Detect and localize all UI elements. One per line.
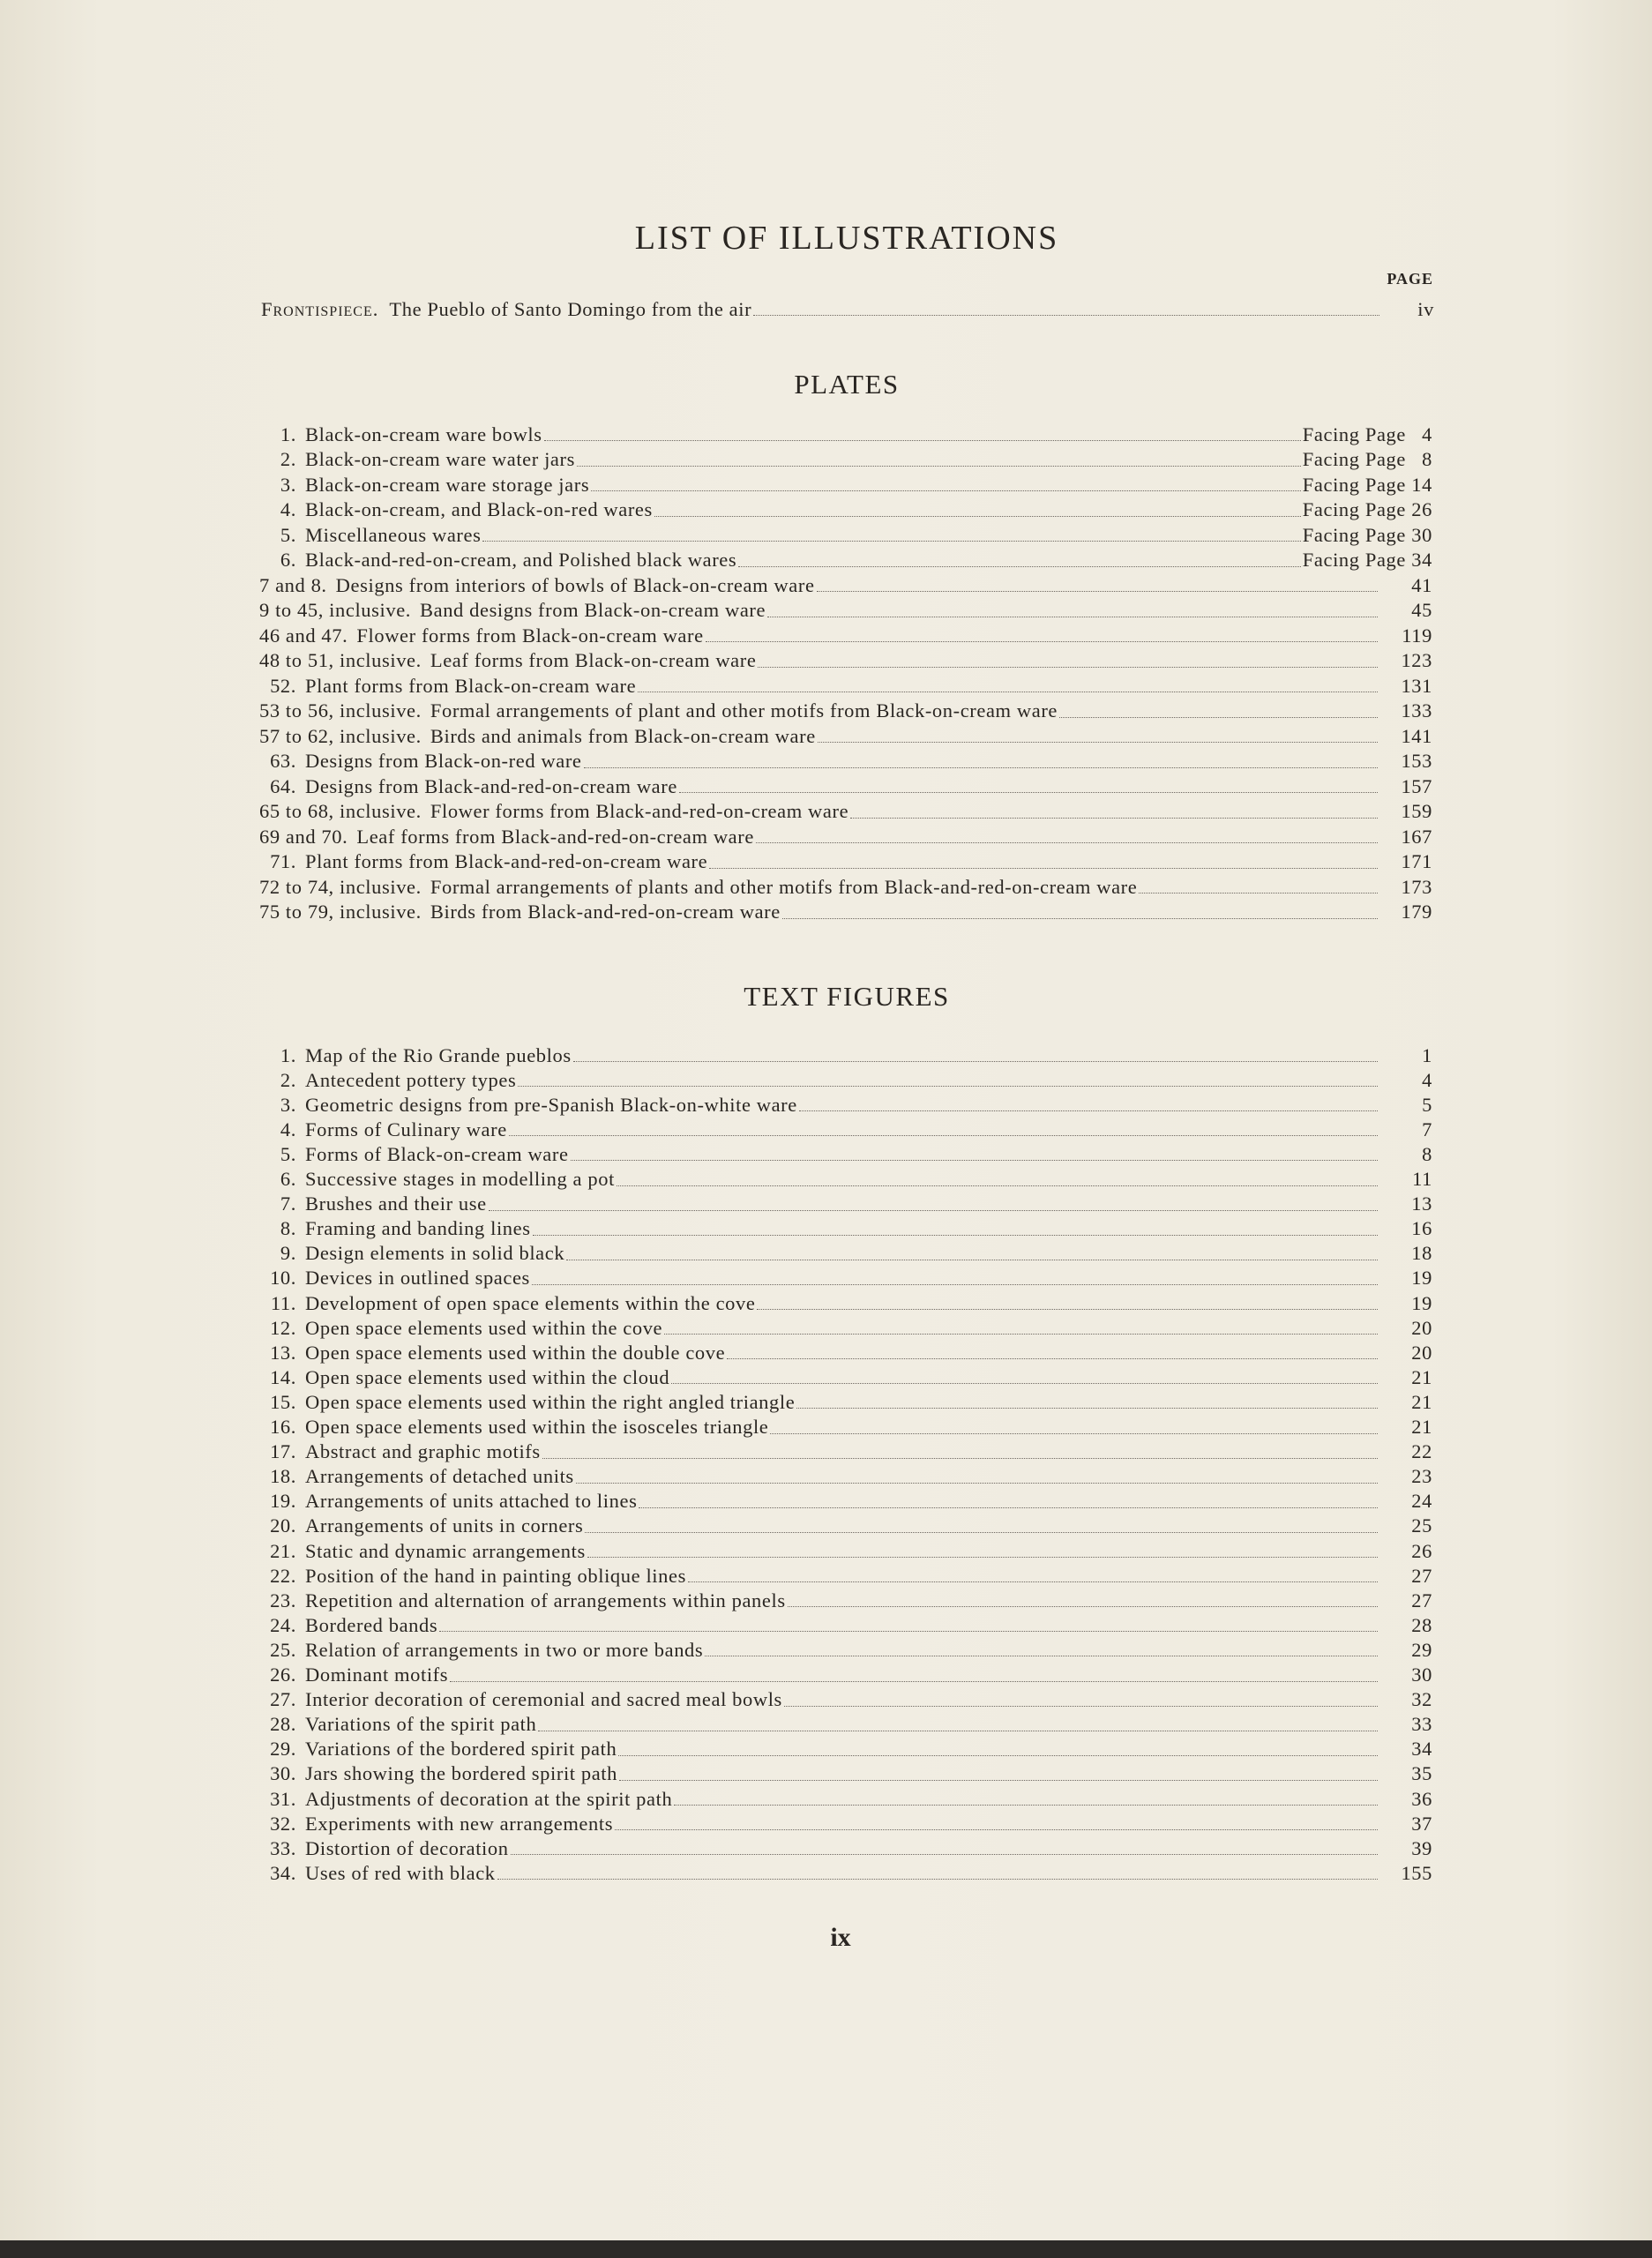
- figure-number: 16.: [270, 1416, 296, 1438]
- figure-page: 13: [1411, 1193, 1432, 1215]
- plate-row: [259, 822, 1432, 847]
- dot-leader: [571, 1160, 1378, 1161]
- plate-number: 52.: [270, 674, 296, 697]
- facing-page-label: Facing Page: [1302, 422, 1406, 445]
- figure-page: 28: [1411, 1613, 1432, 1636]
- dot-leader: [591, 490, 1301, 491]
- frontispiece-label: Frontispiece.: [261, 297, 379, 320]
- plate-title: Flower forms from Black-and-red-on-cream ware: [430, 800, 849, 822]
- figure-title: Distortion of decoration: [305, 1836, 509, 1859]
- scan-bottom-edge: [0, 2240, 1652, 2258]
- plate-row: [259, 445, 1432, 470]
- figure-title: Forms of Black-on-cream ware: [305, 1142, 569, 1165]
- plate-title: Designs from Black-on-red ware: [305, 750, 582, 772]
- figure-row: [259, 1313, 1432, 1338]
- figure-title: Geometric designs from pre-Spanish Black-on-white ware: [305, 1093, 797, 1116]
- dot-leader: [753, 315, 1379, 316]
- figure-page: 155: [1401, 1861, 1432, 1884]
- figure-number: 3.: [280, 1093, 296, 1116]
- figure-title: Dominant motifs: [305, 1664, 449, 1686]
- plates-heading: PLATES: [794, 369, 900, 400]
- page-title: LIST OF ILLUSTRATIONS: [634, 220, 1059, 257]
- dot-leader: [439, 1631, 1378, 1632]
- text-figures-heading: TEXT FIGURES: [744, 981, 950, 1012]
- plate-number: 9 to 45, inclusive.: [259, 599, 412, 621]
- plate-number: 3.: [280, 473, 296, 496]
- dot-leader: [850, 818, 1378, 819]
- plate-title: Flower forms from Black-on-cream ware: [356, 624, 704, 647]
- figure-number: 26.: [270, 1664, 296, 1686]
- figure-row: [259, 1710, 1432, 1735]
- plate-row: [259, 621, 1432, 646]
- figure-row: [259, 1438, 1432, 1462]
- plate-number: 65 to 68, inclusive.: [259, 800, 422, 822]
- figure-number: 24.: [270, 1613, 296, 1636]
- figure-row: [259, 1190, 1432, 1215]
- figure-title: Design elements in solid black: [305, 1242, 565, 1265]
- figure-page: 18: [1411, 1242, 1432, 1265]
- figure-row: [259, 1760, 1432, 1784]
- plate-number: 63.: [270, 750, 296, 772]
- facing-page-label: Facing Page: [1302, 549, 1406, 571]
- figure-number: 10.: [270, 1267, 296, 1290]
- figure-row: [259, 1512, 1432, 1536]
- figure-page: 5: [1422, 1093, 1432, 1116]
- plate-title: Designs from Black-and-red-on-cream ware: [305, 774, 677, 797]
- dot-leader: [518, 1086, 1378, 1087]
- plate-number: 2.: [280, 448, 296, 470]
- figure-row: [259, 1140, 1432, 1164]
- plate-title: Plant forms from Black-on-cream ware: [305, 674, 637, 697]
- facing-page-label: Facing Page: [1302, 473, 1406, 496]
- figure-title: Map of the Rio Grande pueblos: [305, 1043, 572, 1066]
- dot-leader: [497, 1879, 1378, 1880]
- plate-title: Birds and animals from Black-on-cream ware: [430, 724, 816, 747]
- plate-row: [259, 697, 1432, 722]
- figure-row: [259, 1611, 1432, 1635]
- figure-title: Bordered bands: [305, 1613, 438, 1636]
- plate-row: [259, 848, 1432, 872]
- figure-row: [259, 1834, 1432, 1858]
- figure-number: 21.: [270, 1539, 296, 1562]
- figure-page: 22: [1411, 1440, 1432, 1463]
- plate-page: 119: [1402, 624, 1432, 647]
- plate-page: 167: [1401, 825, 1432, 848]
- figure-page: 30: [1411, 1664, 1432, 1686]
- figure-page: 39: [1411, 1836, 1432, 1859]
- figure-number: 15.: [270, 1390, 296, 1413]
- figure-number: 29.: [270, 1738, 296, 1761]
- plate-title: Leaf forms from Black-on-cream ware: [430, 649, 757, 671]
- figure-page: 20: [1411, 1316, 1432, 1339]
- figure-number: 7.: [280, 1193, 296, 1215]
- plate-number: 72 to 74, inclusive.: [259, 875, 422, 898]
- plate-page: 14: [1411, 473, 1432, 496]
- figure-row: [259, 1635, 1432, 1660]
- figure-row: [259, 1338, 1432, 1363]
- plate-number: 5.: [280, 523, 296, 546]
- figure-row: [259, 1735, 1432, 1760]
- figure-number: 13.: [270, 1341, 296, 1364]
- dot-leader: [511, 1854, 1378, 1855]
- plate-page: 41: [1411, 573, 1432, 596]
- figure-number: 8.: [280, 1217, 296, 1240]
- dot-leader: [639, 1507, 1378, 1508]
- dot-leader: [577, 466, 1301, 467]
- figure-number: 31.: [270, 1787, 296, 1810]
- figure-title: Variations of the bordered spirit path: [305, 1738, 617, 1761]
- figure-row: [259, 1413, 1432, 1438]
- plate-number: 4.: [280, 498, 296, 520]
- plate-title: Black-and-red-on-cream, and Polished black wares: [305, 549, 737, 571]
- figure-page: 27: [1411, 1589, 1432, 1611]
- figure-row: [259, 1387, 1432, 1412]
- plate-number: 69 and 70.: [259, 825, 348, 848]
- plate-row: [259, 722, 1432, 746]
- figure-row: [259, 1215, 1432, 1239]
- figure-page: 8: [1422, 1142, 1432, 1165]
- figure-number: 34.: [270, 1861, 296, 1884]
- figure-title: Forms of Culinary ware: [305, 1118, 507, 1140]
- figure-page: 21: [1411, 1390, 1432, 1413]
- plate-page: 159: [1401, 800, 1432, 822]
- figure-number: 27.: [270, 1688, 296, 1711]
- figure-row: [259, 1809, 1432, 1834]
- dot-leader: [585, 1532, 1378, 1533]
- dot-leader: [738, 566, 1301, 567]
- figure-title: Open space elements used within the right angled triangle: [305, 1390, 796, 1413]
- dot-leader: [782, 918, 1378, 919]
- figure-page: 27: [1411, 1564, 1432, 1587]
- figure-title: Uses of red with black: [305, 1861, 496, 1884]
- figure-page: 24: [1411, 1490, 1432, 1513]
- figure-row: [259, 1586, 1432, 1611]
- figure-page: 36: [1411, 1787, 1432, 1810]
- figure-title: Open space elements used within the cove: [305, 1316, 663, 1339]
- figure-number: 9.: [280, 1242, 296, 1265]
- figure-row: [259, 1661, 1432, 1686]
- plate-title: Leaf forms from Black-and-red-on-cream ware: [356, 825, 754, 848]
- dot-leader: [533, 1235, 1378, 1236]
- plate-row: [259, 671, 1432, 696]
- figure-row: [259, 1561, 1432, 1586]
- plate-page: 123: [1401, 649, 1432, 671]
- figure-page: 21: [1411, 1416, 1432, 1438]
- figure-page: 16: [1411, 1217, 1432, 1240]
- plate-row: [259, 546, 1432, 571]
- figure-title: Brushes and their use: [305, 1193, 487, 1215]
- plate-page: 30: [1411, 523, 1432, 546]
- figure-title: Position of the hand in painting oblique lines: [305, 1564, 686, 1587]
- figure-row: [259, 1065, 1432, 1090]
- plate-page: 34: [1411, 549, 1432, 571]
- dot-leader: [784, 1706, 1378, 1707]
- plate-row: [259, 747, 1432, 772]
- dot-leader: [674, 1805, 1378, 1806]
- plate-row: [259, 571, 1432, 595]
- dot-leader: [799, 1110, 1378, 1111]
- figure-number: 12.: [270, 1316, 296, 1339]
- figure-row: [259, 1363, 1432, 1387]
- figure-number: 14.: [270, 1365, 296, 1388]
- plate-title: Black-on-cream ware storage jars: [305, 473, 590, 496]
- figure-row: [259, 1858, 1432, 1883]
- figure-page: 19: [1411, 1291, 1432, 1314]
- figure-page: 23: [1411, 1465, 1432, 1488]
- dot-leader: [664, 1334, 1378, 1335]
- page-number: ix: [830, 1923, 851, 1952]
- figure-title: Interior decoration of ceremonial and sacred meal bowls: [305, 1688, 782, 1711]
- figure-row: [259, 1462, 1432, 1487]
- dot-leader: [796, 1408, 1378, 1409]
- figure-title: Adjustments of decoration at the spirit path: [305, 1787, 673, 1810]
- figure-page: 26: [1411, 1539, 1432, 1562]
- dot-leader: [617, 1185, 1378, 1186]
- plate-row: [259, 470, 1432, 495]
- figure-page: 11: [1412, 1168, 1432, 1190]
- frontispiece-row: [261, 295, 1434, 319]
- figure-number: 23.: [270, 1589, 296, 1611]
- dot-leader: [758, 667, 1378, 668]
- figure-title: Static and dynamic arrangements: [305, 1539, 586, 1562]
- dot-leader: [756, 842, 1378, 843]
- dot-leader: [817, 591, 1378, 592]
- plate-page: 131: [1401, 674, 1432, 697]
- figure-number: 20.: [270, 1514, 296, 1537]
- plate-page: 133: [1401, 699, 1432, 722]
- figure-title: Relation of arrangements in two or more bands: [305, 1638, 704, 1661]
- frontispiece-page: iv: [1417, 297, 1434, 320]
- figure-row: [259, 1165, 1432, 1190]
- dot-leader: [482, 541, 1300, 542]
- plate-page: 4: [1422, 422, 1432, 445]
- figure-number: 28.: [270, 1713, 296, 1736]
- plate-title: Formal arrangements of plants and other motifs from Black-and-red-on-cream ware: [430, 875, 1138, 898]
- plate-title: Birds from Black-and-red-on-cream ware: [430, 901, 781, 923]
- figure-row: [259, 1784, 1432, 1809]
- figure-number: 19.: [270, 1490, 296, 1513]
- plate-title: Designs from interiors of bowls of Black-on-cream ware: [335, 573, 815, 596]
- figure-row: [259, 1686, 1432, 1710]
- plate-row: [259, 898, 1432, 923]
- figure-page: 7: [1422, 1118, 1432, 1140]
- figure-page: 33: [1411, 1713, 1432, 1736]
- facing-page-label: Facing Page: [1302, 448, 1406, 470]
- dot-leader: [688, 1581, 1378, 1582]
- dot-leader: [818, 742, 1378, 743]
- figure-number: 6.: [280, 1168, 296, 1190]
- plate-row: [259, 596, 1432, 621]
- plate-title: Band designs from Black-on-cream ware: [420, 599, 766, 621]
- plate-number: 48 to 51, inclusive.: [259, 649, 422, 671]
- figure-title: Successive stages in modelling a pot: [305, 1168, 615, 1190]
- figure-row: [259, 1289, 1432, 1313]
- figure-page: 1: [1422, 1043, 1432, 1066]
- figure-page: 34: [1411, 1738, 1432, 1761]
- dot-leader: [450, 1681, 1378, 1682]
- dot-leader: [544, 440, 1301, 441]
- plate-row: [259, 797, 1432, 822]
- dot-leader: [615, 1829, 1378, 1830]
- figure-row: [259, 1115, 1432, 1140]
- figure-title: Arrangements of units in corners: [305, 1514, 584, 1537]
- dot-leader: [770, 1433, 1378, 1434]
- figure-title: Arrangements of units attached to lines: [305, 1490, 638, 1513]
- plate-page: 153: [1401, 750, 1432, 772]
- dot-leader: [489, 1210, 1378, 1211]
- dot-leader: [671, 1383, 1378, 1384]
- figure-number: 17.: [270, 1440, 296, 1463]
- figure-row: [259, 1041, 1432, 1065]
- plate-page: 157: [1401, 774, 1432, 797]
- dot-leader: [757, 1309, 1378, 1310]
- plate-number: 6.: [280, 549, 296, 571]
- dot-leader: [587, 1557, 1378, 1558]
- figure-title: Jars showing the bordered spirit path: [305, 1762, 618, 1785]
- figure-number: 32.: [270, 1812, 296, 1835]
- figure-title: Open space elements used within the isosceles triangle: [305, 1416, 769, 1438]
- plate-page: 45: [1411, 599, 1432, 621]
- dot-leader: [788, 1606, 1378, 1607]
- figure-number: 22.: [270, 1564, 296, 1587]
- plate-number: 75 to 79, inclusive.: [259, 901, 422, 923]
- plate-page: 26: [1411, 498, 1432, 520]
- plate-title: Formal arrangements of plant and other motifs from Black-on-cream ware: [430, 699, 1058, 722]
- facing-page-label: Facing Page: [1302, 523, 1406, 546]
- figure-page: 20: [1411, 1341, 1432, 1364]
- facing-page-label: Facing Page: [1302, 498, 1406, 520]
- figure-page: 25: [1411, 1514, 1432, 1537]
- dot-leader: [619, 1780, 1378, 1781]
- plate-number: 71.: [270, 850, 296, 872]
- plate-number: 64.: [270, 774, 296, 797]
- figure-row: [259, 1264, 1432, 1289]
- figure-number: 25.: [270, 1638, 296, 1661]
- figure-title: Development of open space elements within the cove: [305, 1291, 756, 1314]
- dot-leader: [679, 792, 1378, 793]
- figure-title: Arrangements of detached units: [305, 1465, 574, 1488]
- frontispiece-title: The Pueblo of Santo Domingo from the air: [389, 297, 752, 320]
- plate-title: Miscellaneous wares: [305, 523, 482, 546]
- figure-number: 1.: [280, 1043, 296, 1066]
- figure-row: [259, 1090, 1432, 1115]
- figure-page: 37: [1411, 1812, 1432, 1835]
- figure-title: Open space elements used within the double cove: [305, 1341, 726, 1364]
- figure-number: 11.: [270, 1291, 296, 1314]
- dot-leader: [1059, 717, 1378, 718]
- figure-title: Repetition and alternation of arrangements within panels: [305, 1589, 786, 1611]
- dot-leader: [727, 1358, 1378, 1359]
- figure-title: Open space elements used within the cloud: [305, 1365, 670, 1388]
- figure-page: 32: [1411, 1688, 1432, 1711]
- figure-title: Experiments with new arrangements: [305, 1812, 614, 1835]
- figure-title: Variations of the spirit path: [305, 1713, 537, 1736]
- plate-page: 8: [1422, 448, 1432, 470]
- dot-leader: [654, 516, 1301, 517]
- plate-number: 1.: [280, 422, 296, 445]
- figure-page: 35: [1411, 1762, 1432, 1785]
- figure-number: 30.: [270, 1762, 296, 1785]
- figure-page: 29: [1411, 1638, 1432, 1661]
- figure-title: Devices in outlined spaces: [305, 1267, 530, 1290]
- plate-row: [259, 647, 1432, 671]
- plate-number: 57 to 62, inclusive.: [259, 724, 422, 747]
- dot-leader: [706, 641, 1378, 642]
- dot-leader: [573, 1061, 1378, 1062]
- dot-leader: [509, 1135, 1378, 1136]
- plate-title: Black-on-cream, and Black-on-red wares: [305, 498, 653, 520]
- plate-number: 53 to 56, inclusive.: [259, 699, 422, 722]
- plate-title: Black-on-cream ware bowls: [305, 422, 542, 445]
- plate-row: [259, 496, 1432, 520]
- plate-title: Black-on-cream ware water jars: [305, 448, 575, 470]
- plate-title: Plant forms from Black-and-red-on-cream ware: [305, 850, 708, 872]
- figure-page: 4: [1422, 1068, 1432, 1091]
- dot-leader: [618, 1755, 1378, 1756]
- figure-number: 5.: [280, 1142, 296, 1165]
- figure-page: 19: [1411, 1267, 1432, 1290]
- figure-title: Framing and banding lines: [305, 1217, 531, 1240]
- figure-page: 21: [1411, 1365, 1432, 1388]
- plate-page: 173: [1401, 875, 1432, 898]
- plate-row: [259, 520, 1432, 545]
- dot-leader: [576, 1483, 1378, 1484]
- figure-number: 4.: [280, 1118, 296, 1140]
- dot-leader: [532, 1284, 1378, 1285]
- plate-number: 7 and 8.: [259, 573, 327, 596]
- plate-number: 46 and 47.: [259, 624, 348, 647]
- figure-number: 18.: [270, 1465, 296, 1488]
- figure-number: 33.: [270, 1836, 296, 1859]
- figure-row: [259, 1536, 1432, 1561]
- page-column-header: PAGE: [1387, 270, 1433, 288]
- plate-page: 171: [1401, 850, 1432, 872]
- figure-title: Antecedent pottery types: [305, 1068, 517, 1091]
- figure-title: Abstract and graphic motifs: [305, 1440, 541, 1463]
- figure-number: 2.: [280, 1068, 296, 1091]
- dot-leader: [709, 868, 1378, 869]
- figure-row: [259, 1487, 1432, 1512]
- dot-leader: [584, 767, 1378, 768]
- figure-row: [259, 1239, 1432, 1264]
- plate-page: 141: [1401, 724, 1432, 747]
- dot-leader: [542, 1458, 1378, 1459]
- plate-page: 179: [1401, 901, 1432, 923]
- plate-row: [259, 772, 1432, 796]
- plate-row: [259, 420, 1432, 445]
- plate-row: [259, 872, 1432, 897]
